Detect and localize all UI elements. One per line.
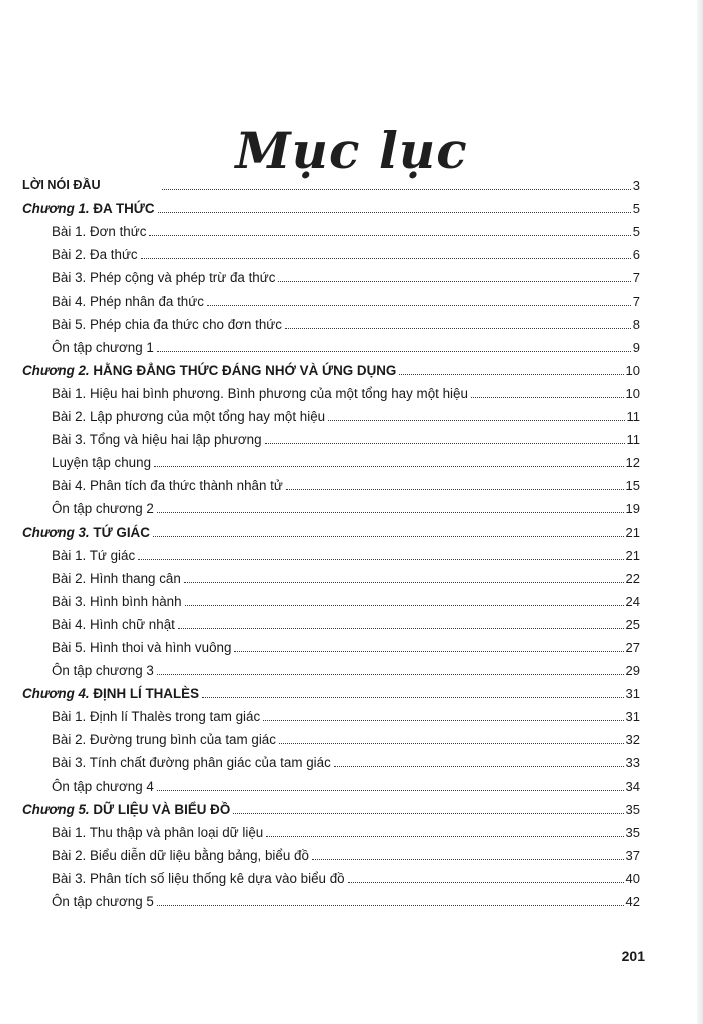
- chapter-name: DỮ LIỆU VÀ BIỂU ĐỒ: [93, 801, 231, 817]
- table-of-contents: [22, 170, 640, 909]
- lesson-label: [52, 825, 263, 840]
- entry-title: Bài 2. Lập phương của một tổng hay một hiệu: [52, 409, 326, 425]
- entry-page-number: 19: [625, 501, 640, 517]
- toc-lesson-entry[interactable]: [22, 216, 640, 239]
- entry-page-number: 35: [625, 824, 640, 840]
- lesson-label: [52, 709, 260, 724]
- entry-page-number: 12: [625, 455, 640, 471]
- entry-page-number: 29: [625, 663, 640, 679]
- dot-leader: [207, 305, 631, 306]
- toc-chapter-entry[interactable]: [22, 355, 640, 378]
- page-title: Mục lục: [235, 120, 468, 180]
- lesson-label: [52, 640, 231, 655]
- chapter-prefix: Chương 1.: [22, 201, 90, 217]
- entry-page-number: 8: [632, 316, 640, 332]
- entry-title: Ôn tập chương 1: [52, 339, 154, 355]
- toc-lesson-entry[interactable]: [22, 747, 640, 770]
- entry-page-number: 22: [625, 570, 640, 586]
- entry-page-number: 21: [625, 547, 640, 563]
- entry-page-number: 37: [625, 847, 640, 863]
- page-number: 201: [621, 948, 645, 964]
- entry-page-number: 35: [625, 801, 640, 817]
- entry-title: Bài 1. Định lí Thalès trong tam giác: [52, 709, 261, 725]
- entry-title: Ôn tập chương 5: [52, 894, 154, 909]
- lesson-label: [52, 270, 275, 285]
- toc-lesson-entry[interactable]: [22, 770, 640, 793]
- toc-lesson-entry[interactable]: [22, 401, 640, 424]
- dot-leader: [348, 882, 624, 883]
- entry-page-number: 15: [625, 478, 640, 494]
- chapter-label: [22, 802, 230, 817]
- entry-page-number: 7: [632, 293, 640, 309]
- entry-title: Bài 4. Phân tích đa thức thành nhân tử: [52, 478, 283, 494]
- entry-title: Bài 4. Phép nhân đa thức: [52, 293, 204, 309]
- entry-title: Bài 4. Hình chữ nhật: [52, 616, 175, 632]
- chapter-label: [22, 363, 396, 378]
- entry-title: Bài 3. Tính chất đường phân giác của tam giác: [52, 755, 331, 771]
- dot-leader: [278, 281, 630, 282]
- entry-title: Bài 2. Đường trung bình của tam giác: [52, 732, 276, 748]
- lesson-label: [52, 594, 182, 609]
- toc-lesson-entry[interactable]: [22, 609, 640, 632]
- toc-lesson-entry[interactable]: [22, 332, 640, 355]
- entry-page-number: 21: [625, 524, 640, 540]
- entry-title: Bài 5. Phép chia đa thức cho đơn thức: [52, 316, 282, 332]
- entry-title: Bài 2. Biểu diễn dữ liệu bằng bảng, biểu đồ: [52, 847, 309, 863]
- dot-leader: [312, 859, 624, 860]
- toc-lesson-entry[interactable]: [22, 309, 640, 332]
- entry-page-number: 33: [625, 755, 640, 771]
- entry-page-number: 5: [632, 224, 640, 240]
- chapter-label: [22, 525, 150, 540]
- lesson-label: [52, 894, 154, 909]
- entry-page-number: 25: [625, 616, 640, 632]
- entry-page-number: 7: [632, 270, 640, 286]
- chapter-name: ĐA THỨC: [93, 201, 155, 217]
- toc-chapter-entry[interactable]: [22, 193, 640, 216]
- dot-leader: [285, 328, 631, 329]
- chapter-prefix: Chương 4.: [22, 686, 90, 702]
- entry-title: Bài 1. Đơn thức: [52, 224, 147, 240]
- entry-title: Ôn tập chương 2: [52, 501, 154, 517]
- entry-title: Bài 1. Thu thập và phân loại dữ liệu: [52, 824, 264, 840]
- entry-page-number: 6: [632, 247, 640, 263]
- dot-leader: [233, 813, 623, 814]
- dot-leader: [185, 605, 624, 606]
- lesson-label: [52, 386, 468, 401]
- entry-page-number: 9: [632, 339, 640, 355]
- dot-leader: [399, 374, 623, 375]
- dot-leader: [157, 905, 624, 906]
- entry-page-number: 42: [625, 894, 640, 909]
- toc-lesson-entry[interactable]: [22, 239, 640, 262]
- dot-leader: [157, 351, 631, 352]
- lesson-label: [52, 871, 345, 886]
- entry-page-number: 11: [626, 432, 640, 448]
- toc-chapter-entry[interactable]: [22, 794, 640, 817]
- dot-leader: [157, 512, 624, 513]
- entry-title: Bài 5. Hình thoi và hình vuông: [52, 639, 232, 655]
- toc-lesson-entry[interactable]: [22, 285, 640, 308]
- entry-page-number: 34: [625, 778, 640, 794]
- dot-leader: [141, 258, 631, 259]
- entry-page-number: 3: [632, 178, 640, 194]
- toc-lesson-entry[interactable]: [22, 262, 640, 285]
- dot-leader: [334, 766, 624, 767]
- lesson-label: [52, 732, 276, 747]
- toc-lesson-entry[interactable]: [22, 470, 640, 493]
- entry-page-number: 11: [626, 409, 640, 425]
- lesson-label: [52, 501, 154, 516]
- chapter-prefix: Chương 5.: [22, 801, 90, 817]
- toc-lesson-entry[interactable]: [22, 586, 640, 609]
- lesson-label: [52, 617, 175, 632]
- entry-page-number: 40: [625, 870, 640, 886]
- lesson-label: [52, 548, 135, 563]
- entry-title: Bài 2. Hình thang cân: [52, 570, 181, 586]
- dot-leader: [157, 790, 624, 791]
- dot-leader: [149, 235, 630, 236]
- toc-lesson-entry[interactable]: [22, 817, 640, 840]
- entry-title: Bài 1. Tứ giác: [52, 547, 136, 563]
- entry-page-number: 5: [632, 201, 640, 217]
- toc-lesson-entry[interactable]: [22, 447, 640, 470]
- preface-label: [22, 178, 159, 193]
- dot-leader: [279, 743, 624, 744]
- entry-page-number: 31: [625, 709, 640, 725]
- entry-page-number: 31: [625, 686, 640, 702]
- chapter-prefix: Chương 3.: [22, 524, 90, 540]
- entry-title: Bài 3. Tổng và hiệu hai lập phương: [52, 432, 262, 448]
- dot-leader: [184, 582, 624, 583]
- dot-leader: [266, 836, 623, 837]
- toc-lesson-entry[interactable]: [22, 701, 640, 724]
- entry-title: Ôn tập chương 4: [52, 778, 154, 794]
- entry-title: Bài 3. Hình bình hành: [52, 593, 182, 609]
- dot-leader: [263, 720, 623, 721]
- toc-lesson-entry[interactable]: [22, 493, 640, 516]
- entry-page-number: 10: [625, 362, 640, 378]
- entry-title: Luyện tập chung: [52, 455, 152, 471]
- toc-lesson-entry[interactable]: [22, 632, 640, 655]
- dot-leader: [153, 536, 624, 537]
- lesson-label: [52, 409, 325, 424]
- dot-leader: [178, 628, 624, 629]
- entry-title: Bài 3. Phép cộng và phép trừ đa thức: [52, 270, 276, 286]
- chapter-name: TỨ GIÁC: [93, 524, 150, 540]
- toc-preface-entry[interactable]: [22, 170, 640, 193]
- chapter-label: [22, 201, 155, 216]
- entry-title: Bài 3. Phân tích số liệu thống kê dựa vào biểu đồ: [52, 870, 345, 886]
- lesson-label: [52, 663, 154, 678]
- toc-lesson-entry[interactable]: [22, 840, 640, 863]
- dot-leader: [328, 420, 624, 421]
- entry-page-number: 24: [625, 593, 640, 609]
- entry-title: Ôn tập chương 3: [52, 663, 154, 679]
- lesson-label: [52, 755, 331, 770]
- dot-leader: [265, 443, 625, 444]
- dot-leader: [286, 489, 624, 490]
- lesson-label: [52, 294, 204, 309]
- toc-lesson-entry[interactable]: [22, 424, 640, 447]
- dot-leader: [202, 697, 624, 698]
- toc-chapter-entry[interactable]: [22, 516, 640, 539]
- chapter-prefix: Chương 2.: [22, 362, 90, 378]
- chapter-name: ĐỊNH LÍ THALÈS: [93, 686, 200, 702]
- lesson-label: [52, 455, 151, 470]
- lesson-label: [52, 317, 282, 332]
- dot-leader: [162, 189, 631, 190]
- chapter-label: [22, 686, 199, 701]
- lesson-label: [52, 848, 309, 863]
- lesson-label: [52, 571, 181, 586]
- toc-lesson-entry[interactable]: [22, 563, 640, 586]
- entry-page-number: 27: [625, 639, 640, 655]
- entry-title: Bài 1. Hiệu hai bình phương. Bình phương của một tổng hay một hiệu: [52, 385, 468, 401]
- dot-leader: [471, 397, 624, 398]
- dot-leader: [158, 212, 631, 213]
- toc-lesson-entry[interactable]: [22, 540, 640, 563]
- entry-page-number: 10: [625, 385, 640, 401]
- dot-leader: [234, 651, 623, 652]
- lesson-label: [52, 478, 283, 493]
- chapter-name: HẰNG ĐẲNG THỨC ĐÁNG NHỚ VÀ ỨNG DỤNG: [93, 362, 397, 378]
- dot-leader: [157, 674, 624, 675]
- toc-lesson-entry[interactable]: [22, 886, 640, 909]
- dot-leader: [138, 559, 623, 560]
- entry-page-number: 32: [625, 732, 640, 748]
- toc-lesson-entry[interactable]: [22, 863, 640, 886]
- lesson-label: [52, 247, 138, 262]
- toc-lesson-entry[interactable]: [22, 378, 640, 401]
- lesson-label: [52, 432, 262, 447]
- lesson-label: [52, 779, 154, 794]
- toc-chapter-entry[interactable]: [22, 678, 640, 701]
- entry-title: LỜI NÓI ĐẦU: [22, 178, 101, 193]
- toc-lesson-entry[interactable]: [22, 655, 640, 678]
- lesson-label: [52, 224, 146, 239]
- entry-title: Bài 2. Đa thức: [52, 247, 138, 263]
- dot-leader: [154, 466, 624, 467]
- lesson-label: [52, 340, 154, 355]
- toc-lesson-entry[interactable]: [22, 724, 640, 747]
